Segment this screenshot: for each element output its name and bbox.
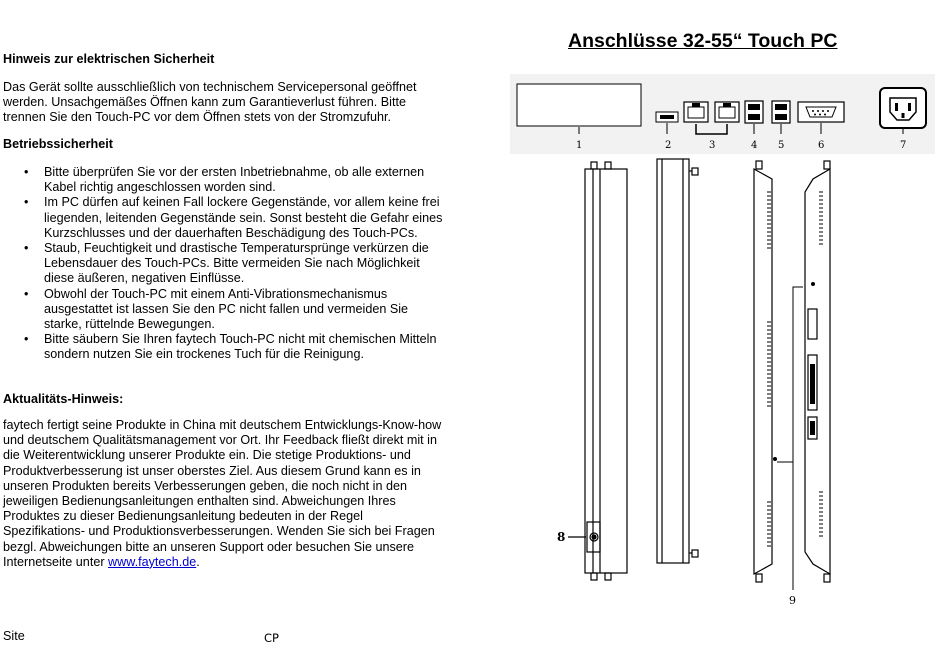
paragraph-update-note	[3, 418, 443, 570]
usb-ports-5-icon	[772, 101, 790, 123]
callout-9-bracket	[777, 287, 803, 462]
port-1-panel	[517, 84, 641, 126]
callout-4: 4	[751, 140, 758, 151]
callout-3: 3	[709, 140, 716, 151]
power-socket-icon	[880, 88, 926, 128]
left-column	[3, 0, 443, 665]
footer-cp-label: CP	[264, 631, 279, 645]
footer-site-label: Site	[3, 629, 25, 643]
serial-port-icon	[798, 102, 844, 122]
side-view-4	[805, 161, 830, 582]
connector-diagram	[510, 72, 940, 612]
update-note-end: .	[196, 554, 200, 569]
heading-update-note: Aktualitäts-Hinweis:	[3, 392, 124, 406]
vents-view-3	[767, 192, 771, 546]
paragraph-electrical-safety: Das Gerät sollte ausschließlich von technischem Servicepersonal geöffnet werden. Unsachgemäßes Öffnen kann zum Garantieverlust führen. Bitte trennen Sie den Touch-PC vor dem Öffnen stets von der Stromzufuhr.	[3, 80, 417, 125]
hdmi-port-icon	[656, 112, 678, 122]
bullet-item: • Im PC dürfen auf keinen Fall lockere Gegenstände, vor allem keine frei liegenden, leitenden Gegenstände sein. Sonst besteht die Gefahr eines Kurzschlusses und der dauerhaften Beschädigung des Touch-PCs.	[24, 195, 444, 241]
callout-8: 8	[557, 530, 566, 544]
side-view-1	[585, 162, 627, 580]
callout-1: 1	[576, 140, 583, 151]
heading-electrical-safety: Hinweis zur elektrischen Sicherheit	[3, 52, 215, 66]
faytech-website-link[interactable]: www.faytech.de	[108, 554, 197, 569]
heading-operating-safety: Betriebssicherheit	[3, 137, 113, 151]
bullet-item: • Staub, Feuchtigkeit und drastische Temperatursprünge verkürzen die Lebensdauer des Touch-PCs. Bitte vermeiden Sie nach Möglichkeit diese äußeren, negativen Einflüsse.	[24, 241, 444, 287]
bullet-item: • Bitte säubern Sie Ihren faytech Touch-PC nicht mit chemischen Mitteln sondern nutzen Sie ein trockenes Tuch für die Reinigung.	[24, 332, 444, 362]
safety-bullet-list	[24, 165, 444, 363]
side-view-2	[657, 159, 698, 563]
bullet-item: • Bitte überprüfen Sie vor der ersten Inbetriebnahme, ob alle externen Kabel richtig angeschlossen worden sind.	[24, 165, 444, 195]
callout-6: 6	[818, 140, 825, 151]
vents-view-4	[819, 192, 823, 536]
page-title: Anschlüsse 32-55“ Touch PC	[568, 30, 838, 52]
callout-7: 7	[900, 140, 907, 151]
bullet-item: • Obwohl der Touch-PC mit einem Anti-Vibrationsmechanismus ausgestattet ist lassen Sie den PC nicht fallen und vermeiden Sie starke, rüttelnde Bewegungen.	[24, 287, 444, 333]
callout-5: 5	[778, 140, 785, 151]
callout-2: 2	[665, 140, 672, 151]
update-note-text: faytech fertigt seine Produkte in China mit deutschem Entwicklungs-Know-how und deutschem Qualitätsmanagement vor Ort. Ihr Feedback fließt direkt mit in die Weiterentwicklung unserer Produkte ein. Die stetige Produktions- und Produktverbesserung ist unser oberstes Ziel. Aus diesem Grund kann es in unseren Produkten bereits Verbesserungen geben, die noch nicht in den jeweiligen Bedienungsanleitungen enthalten sind. Abweichungen Ihres Produktes zu dieser Bedienungsanleitung bedeuten in der Regel Spezifikations- und Produktionsverbesserungen. Wenden Sie sich bei Fragen bezgl. Abweichungen bitte an unseren Support oder besuchen Sie unsere Internetseite unter	[3, 418, 442, 569]
connector-diagram-svg	[510, 72, 940, 612]
callout-9: 9	[789, 594, 796, 607]
usb-ports-4-icon	[745, 101, 763, 123]
